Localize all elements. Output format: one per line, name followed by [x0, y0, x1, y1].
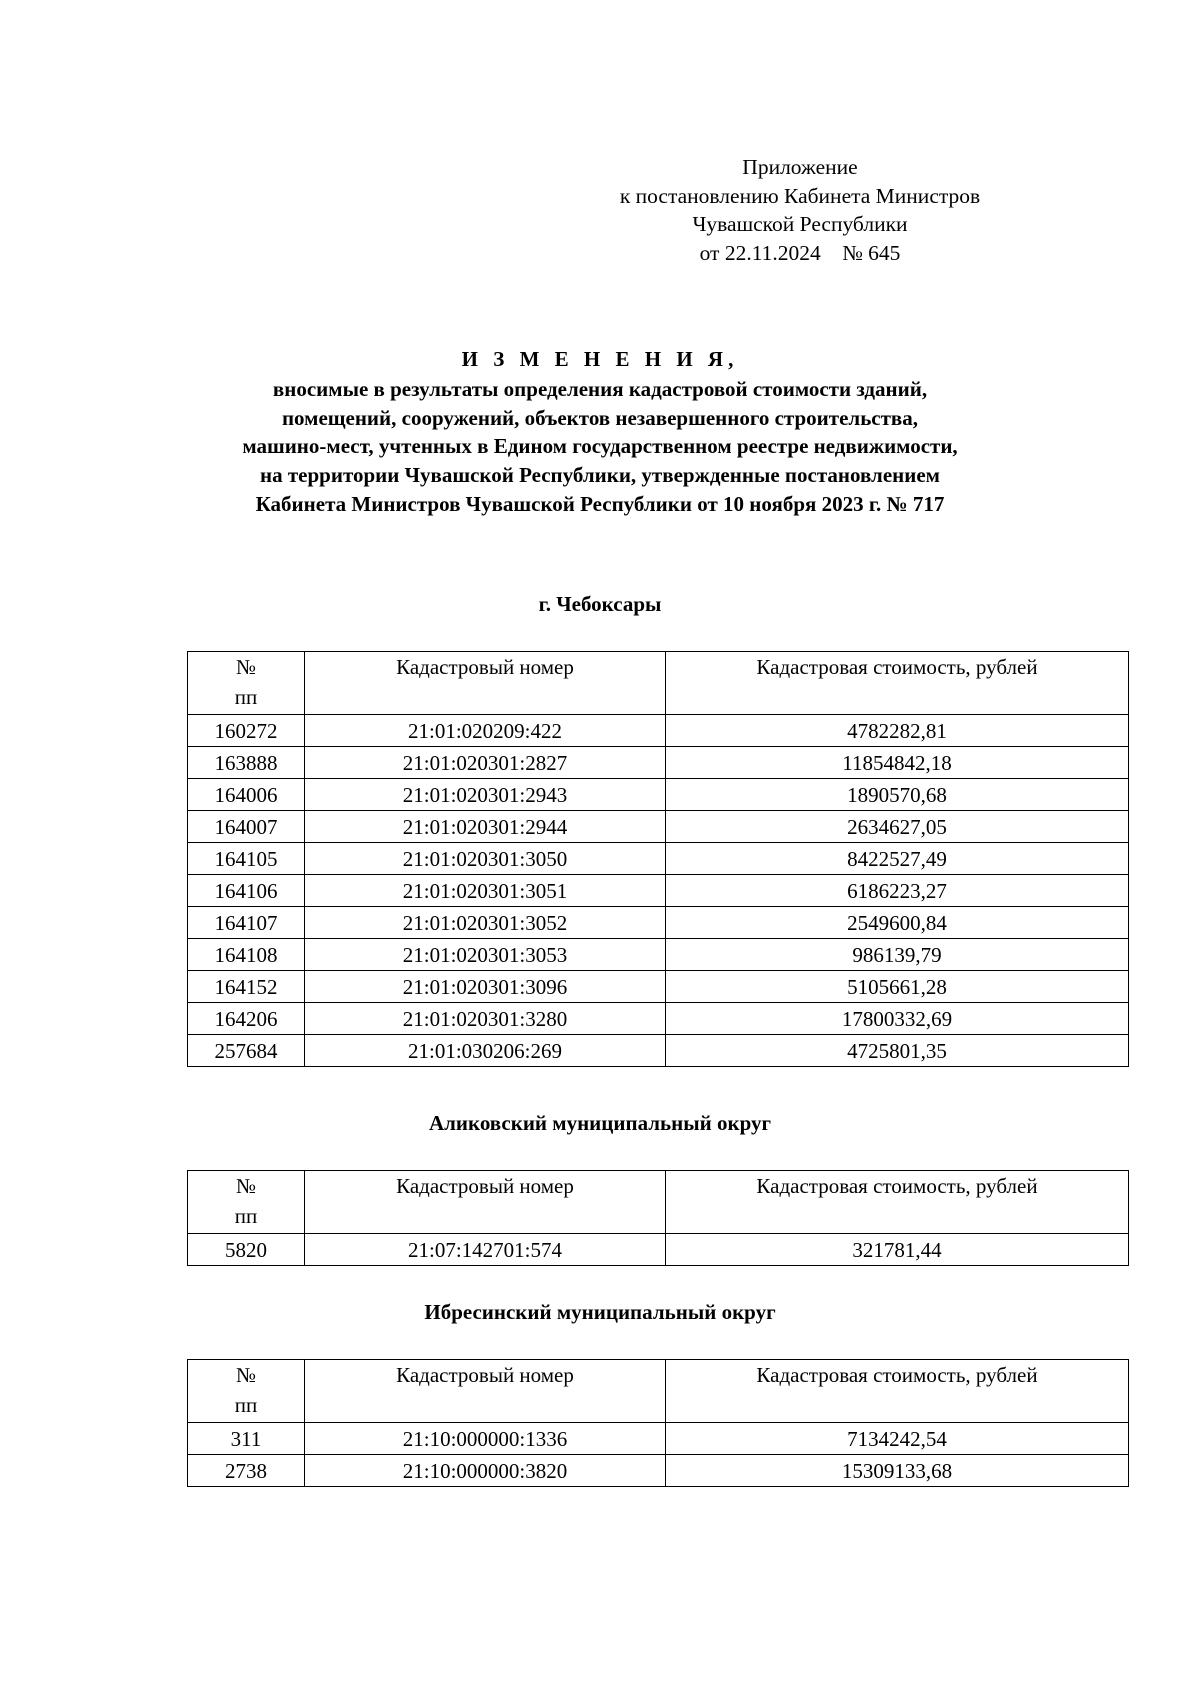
header-number-sign: № — [235, 1363, 257, 1387]
cell-cadastral-value: 321781,44 — [666, 1234, 1129, 1266]
table-header-row — [188, 1360, 1129, 1423]
cell-cadastral-number: 21:01:020301:2943 — [305, 779, 666, 811]
cell-number: 164006 — [188, 779, 305, 811]
section-title: Ибресинский муниципальный округ — [424, 1300, 776, 1324]
header-number — [188, 652, 305, 715]
appendix-resolution-ref: к постановлению Кабинета Министров — [619, 183, 981, 208]
table-row — [188, 1035, 1129, 1067]
cell-number: 5820 — [188, 1234, 305, 1266]
header-number — [188, 1360, 305, 1423]
cell-number: 164107 — [188, 907, 305, 939]
cadastral-table — [187, 1359, 1129, 1487]
document-subtitle-line: Кабинета Министров Чувашской Республики от 10 ноября 2023 г. № 717 — [255, 491, 945, 516]
cell-cadastral-number: 21:01:030206:269 — [305, 1035, 666, 1067]
cell-number: 164105 — [188, 843, 305, 875]
cell-cadastral-number: 21:01:020209:422 — [305, 715, 666, 747]
table-row — [188, 1423, 1129, 1455]
cell-cadastral-number: 21:07:142701:574 — [305, 1234, 666, 1266]
appendix-block — [600, 153, 1000, 267]
table-row — [188, 971, 1129, 1003]
cell-cadastral-number: 21:01:020301:3280 — [305, 1003, 666, 1035]
header-cadastral-value: Кадастровая стоимость, рублей — [666, 1360, 1129, 1423]
header-number — [188, 1171, 305, 1234]
document-subtitle-line: машино-мест, учтенных в Едином государственном реестре недвижимости, — [242, 434, 958, 459]
appendix-date-number: от 22.11.2024 № 645 — [699, 240, 901, 265]
table-row — [188, 875, 1129, 907]
cell-cadastral-value: 11854842,18 — [666, 747, 1129, 779]
document-title — [100, 345, 1100, 519]
header-cadastral-number: Кадастровый номер — [305, 1360, 666, 1423]
header-cadastral-number: Кадастровый номер — [305, 1171, 666, 1234]
header-number-sign: № — [235, 1174, 257, 1198]
document-subtitle-line: вносимые в результаты определения кадастровой стоимости зданий, — [272, 376, 928, 401]
cell-cadastral-number: 21:01:020301:3096 — [305, 971, 666, 1003]
cell-number: 164206 — [188, 1003, 305, 1035]
table-row — [188, 907, 1129, 939]
cell-cadastral-value: 986139,79 — [666, 939, 1129, 971]
table-row — [188, 1455, 1129, 1487]
header-cadastral-value: Кадастровая стоимость, рублей — [666, 1171, 1129, 1234]
cell-number: 164152 — [188, 971, 305, 1003]
appendix-republic: Чувашской Республики — [692, 212, 908, 236]
cadastral-table — [187, 651, 1129, 1067]
cell-cadastral-value: 5105661,28 — [666, 971, 1129, 1003]
table-row — [188, 939, 1129, 971]
cadastral-table — [187, 1170, 1129, 1266]
cell-cadastral-value: 2634627,05 — [666, 811, 1129, 843]
cell-number: 311 — [188, 1423, 305, 1455]
cell-cadastral-value: 8422527,49 — [666, 843, 1129, 875]
table-row — [188, 843, 1129, 875]
cell-cadastral-number: 21:01:020301:2827 — [305, 747, 666, 779]
cell-cadastral-value: 4725801,35 — [666, 1035, 1129, 1067]
document-heading: И З М Е Н Е Н И Я, — [461, 347, 739, 371]
cell-cadastral-value: 17800332,69 — [666, 1003, 1129, 1035]
table-row — [188, 779, 1129, 811]
table-row — [188, 1003, 1129, 1035]
cell-cadastral-value: 2549600,84 — [666, 907, 1129, 939]
cell-cadastral-value: 1890570,68 — [666, 779, 1129, 811]
header-number-pp: пп — [234, 1393, 258, 1417]
header-cadastral-value: Кадастровая стоимость, рублей — [666, 652, 1129, 715]
document-subtitle-line: на территории Чувашской Республики, утвержденные постановлением — [260, 463, 940, 488]
cell-number: 164108 — [188, 939, 305, 971]
document-subtitle-line: помещений, сооружений, объектов незавершенного строительства, — [281, 405, 919, 430]
header-number-pp: пп — [234, 1204, 258, 1228]
cell-number: 257684 — [188, 1035, 305, 1067]
cell-cadastral-number: 21:01:020301:2944 — [305, 811, 666, 843]
cell-cadastral-value: 4782282,81 — [666, 715, 1129, 747]
cell-cadastral-value: 7134242,54 — [666, 1423, 1129, 1455]
header-cadastral-number: Кадастровый номер — [305, 652, 666, 715]
cell-number: 164007 — [188, 811, 305, 843]
table-row — [188, 1234, 1129, 1266]
cell-cadastral-number: 21:01:020301:3051 — [305, 875, 666, 907]
section-title: Аликовский муниципальный округ — [428, 1111, 772, 1135]
cell-cadastral-number: 21:10:000000:1336 — [305, 1423, 666, 1455]
cell-cadastral-number: 21:01:020301:3050 — [305, 843, 666, 875]
table-header-row — [188, 652, 1129, 715]
cell-cadastral-number: 21:01:020301:3052 — [305, 907, 666, 939]
cell-number: 160272 — [188, 715, 305, 747]
section-title: г. Чебоксары — [538, 592, 662, 616]
cell-cadastral-value: 15309133,68 — [666, 1455, 1129, 1487]
table-row — [188, 715, 1129, 747]
cell-cadastral-number: 21:01:020301:3053 — [305, 939, 666, 971]
cell-number: 163888 — [188, 747, 305, 779]
table-header-row — [188, 1171, 1129, 1234]
cell-cadastral-value: 6186223,27 — [666, 875, 1129, 907]
appendix-label: Приложение — [742, 155, 858, 179]
cell-number: 2738 — [188, 1455, 305, 1487]
table-row — [188, 811, 1129, 843]
cell-cadastral-number: 21:10:000000:3820 — [305, 1455, 666, 1487]
header-number-sign: № — [235, 655, 257, 679]
header-number-pp: пп — [234, 685, 258, 709]
table-row — [188, 747, 1129, 779]
cell-number: 164106 — [188, 875, 305, 907]
